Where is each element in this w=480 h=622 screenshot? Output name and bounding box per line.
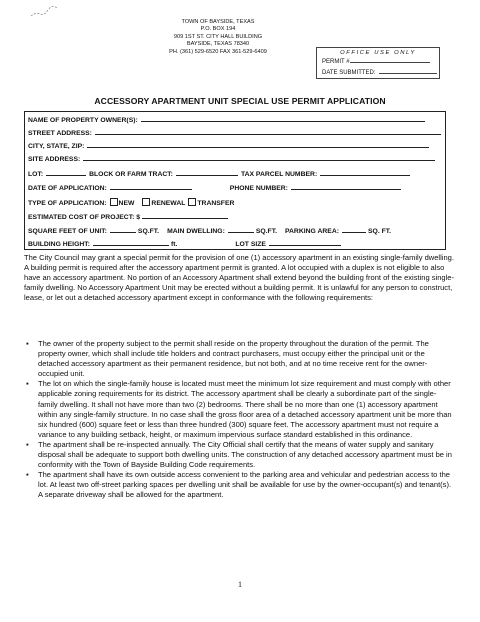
lot-label: LOT:: [28, 171, 44, 178]
scribble-mark: [30, 6, 60, 18]
list-item-text: The owner of the property subject to the permit shall reside on the property throughout the duration of the permit. The property owner, which shall include title holders and contract purchasers, must occupy either the principal unit or the detached accessory apartment as their permanent residence, but not both, and at no time receive rent for the owner-occupied unit.: [38, 339, 429, 379]
cost-field[interactable]: [142, 212, 228, 219]
list-item-text: The lot on which the single-family house is located must meet the minimum lot size requirement and must comply with other applicable zoning requirements for its district. The accessory apartment shall be clearly a subordinate part of the single-family dwelling. It shall not have more than two (2) bedrooms. There shall be no more than one (1) accessory apartment within any single-family structure. In no case shall the gross floor area of a detached accessory apartment unit be more than six hundred (600) square feet or less than three hundred (300) square feet. The accessory apartment must not require a variance to any building setback, height, or maximum impervious surface standard established in this ordinance.: [38, 379, 452, 439]
main-dwelling-suffix: SQ.FT.: [255, 228, 277, 235]
parking-suffix: SQ. FT.: [368, 228, 392, 235]
sqft-unit-label: SQUARE FEET OF UNIT:: [28, 228, 107, 235]
bullet-icon: ▪: [26, 439, 29, 449]
list-item: [24, 440, 456, 470]
city-label: CITY, STATE, ZIP:: [28, 143, 85, 150]
date-submitted-line: [317, 67, 439, 78]
street-label: STREET ADDRESS:: [28, 130, 92, 137]
city-line: BAYSIDE, TEXAS 78340: [186, 41, 250, 48]
phone-label: PHONE NUMBER:: [229, 185, 288, 192]
parking-label: PARKING AREA:: [285, 228, 339, 235]
date-submitted-label: DATE SUBMITTED:: [322, 70, 376, 76]
list-item-text: The apartment shall be re-inspected annually. The City Official shall certify that the means of water supply and sanitary disposal shall be adequate to support both dwelling units. The construction of any detached accessory apartment must be in conformity with the Town of Bayside Building Code requirements.: [38, 439, 452, 470]
city-row: [28, 141, 429, 150]
block-label: BLOCK OR FARM TRACT:: [89, 171, 173, 178]
requirements-list: [24, 339, 456, 501]
list-item: [24, 470, 456, 500]
lot-row: [28, 169, 410, 178]
bullet-icon: ▪: [26, 379, 29, 389]
transfer-checkbox[interactable]: [188, 198, 196, 206]
phone-fax-line: PH. (361) 529-6520 FAX 361-529-6409: [169, 48, 267, 55]
permit-number-line: [317, 56, 439, 67]
main-dwelling-field[interactable]: [228, 226, 254, 233]
application-form: [24, 111, 446, 250]
town-name: TOWN OF BAYSIDE, TEXAS: [181, 19, 255, 25]
site-row: [28, 154, 435, 163]
po-box: P.O. BOX 194: [200, 26, 236, 33]
date-row: [28, 183, 401, 192]
lot-size-field[interactable]: [269, 239, 341, 246]
type-row: [28, 198, 234, 207]
cost-row: [28, 212, 228, 221]
sqft-unit-suffix: SQ.FT.: [137, 228, 160, 235]
new-checkbox[interactable]: [110, 198, 118, 206]
renewal-checkbox[interactable]: [142, 198, 150, 206]
street-field[interactable]: [95, 128, 441, 135]
city-field[interactable]: [87, 141, 429, 148]
date-application-field[interactable]: [110, 183, 192, 190]
list-item-text: The apartment shall have its own outside access convenient to the parking area and vehicular and pedestrian access to the lot. At least two off-street parking spaces per dwelling unit shall be available for use by the owner-occupant(s) and tenant(s). A separate driveway shall be allowed for the apartment.: [38, 470, 452, 500]
permit-label: PERMIT #: [322, 59, 350, 65]
tax-label: TAX PARCEL NUMBER:: [240, 171, 318, 178]
intro-paragraph: The City Council may grant a special permit for the provision of one (1) accessory apartment in an existing single-family dwelling. A building permit is required after the accessory apartment permit is granted. A lot occupied with a duplex is not eligible to also have an accessory apartment. No portion of an Accessory Apartment shall extend beyond the building front of the existing single-family dwelling. No Accessory Apartment Unit may be erected without a building permit. It is unlawful for any person to construct, lease, or let out a detached accessory apartment except in conformance with the following requirements:: [24, 253, 455, 303]
page-number: 1: [238, 580, 242, 589]
tax-field[interactable]: [320, 169, 410, 176]
lot-size-label: LOT SIZE: [235, 241, 266, 248]
list-item: [24, 379, 456, 440]
office-use-heading: OFFICE USE ONLY: [340, 50, 416, 56]
lot-field[interactable]: [46, 169, 86, 176]
main-dwelling-label: MAIN DWELLING:: [167, 228, 225, 235]
site-field[interactable]: [83, 154, 435, 161]
town-address-block: [148, 19, 288, 56]
bullet-icon: ▪: [26, 339, 29, 348]
height-field[interactable]: [93, 239, 169, 246]
height-row: [28, 239, 341, 248]
owner-field[interactable]: [141, 115, 425, 122]
sqft-unit-field[interactable]: [110, 226, 136, 233]
office-use-box: [316, 47, 440, 79]
transfer-option-label: TRANSFER: [197, 200, 235, 207]
list-item: [24, 339, 456, 379]
owner-label: NAME OF PROPERTY OWNER(S):: [28, 117, 138, 124]
site-label: SITE ADDRESS:: [28, 156, 81, 163]
date-application-label: DATE OF APPLICATION:: [28, 185, 107, 192]
sqft-row: [28, 226, 391, 235]
date-submitted-field[interactable]: [379, 67, 437, 74]
new-option-label: NEW: [118, 200, 135, 207]
block-field[interactable]: [176, 169, 238, 176]
type-label: TYPE OF APPLICATION:: [28, 200, 107, 207]
owner-row: [28, 115, 425, 124]
bullet-icon: ▪: [26, 470, 29, 480]
street-line: 909 1ST ST. CITY HALL BUILDING: [173, 33, 263, 40]
height-suffix: ft.: [170, 241, 178, 248]
phone-field[interactable]: [291, 183, 401, 190]
permit-number-field[interactable]: [350, 56, 430, 63]
parking-field[interactable]: [342, 226, 366, 233]
renewal-option-label: RENEWAL: [151, 200, 186, 207]
street-row: [28, 128, 441, 137]
page-title: ACCESSORY APARTMENT UNIT SPECIAL USE PERMIT APPLICATION: [94, 96, 386, 106]
height-label: BUILDING HEIGHT:: [28, 241, 90, 248]
cost-label: ESTIMATED COST OF PROJECT: $: [28, 214, 141, 221]
